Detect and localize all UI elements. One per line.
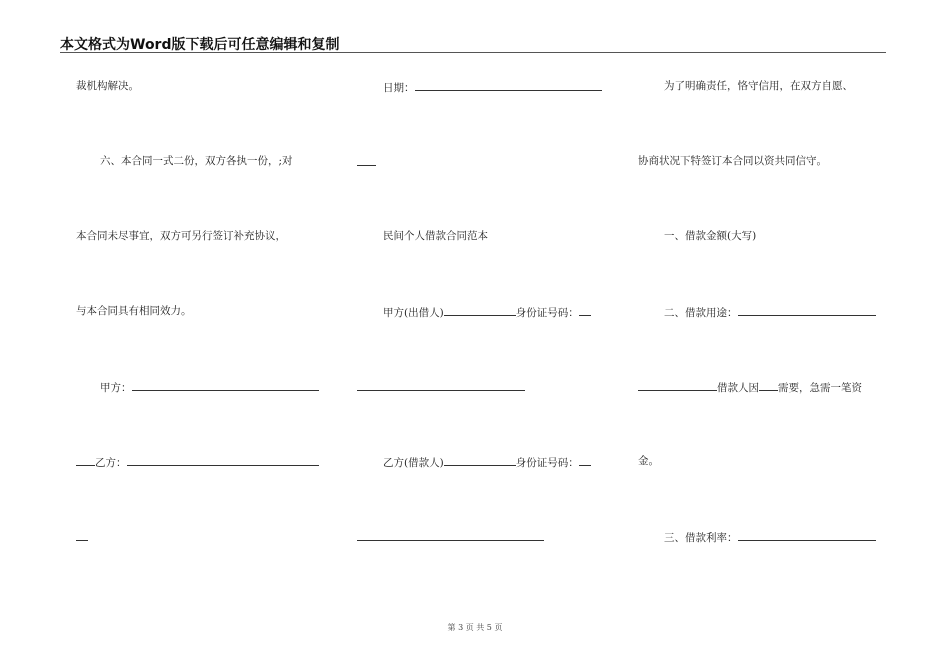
lender-id-continuation-blank	[357, 379, 525, 391]
lender-name-blank	[444, 304, 516, 316]
left-line-2: 六、本合同一式二份，双方各执一份，;对	[100, 155, 293, 167]
middle-line-5	[357, 379, 609, 395]
middle-line-6	[357, 454, 635, 470]
borrower-id-continuation-blank	[357, 529, 544, 541]
party-b-leading-blank	[76, 454, 95, 466]
contract-title: 民间个人借款合同范本	[383, 230, 488, 242]
right-column	[638, 0, 888, 672]
middle-column	[357, 0, 609, 672]
right-line-1: 为了明确责任，恪守信用，在双方自愿、	[664, 80, 853, 92]
right-line-7	[638, 529, 914, 545]
middle-line-2	[357, 154, 609, 170]
lender-id-blank	[579, 304, 591, 316]
left-line-4: 与本合同具有相同效力。	[76, 305, 192, 317]
lender-id-label: 身份证号码：	[515, 307, 579, 319]
loan-purpose-label: 二、借款用途：	[664, 307, 738, 319]
date-continuation-blank	[357, 154, 376, 166]
date-label: 日期：	[383, 82, 415, 94]
left-line-3: 本合同未尽事宜，双方可另行签订补充协议，	[76, 230, 286, 242]
middle-line-7	[357, 529, 609, 545]
borrower-label: 乙方(借款人)	[383, 457, 444, 469]
page-number: 第 3 页 共 5 页	[447, 623, 503, 632]
interest-rate-blank	[738, 529, 876, 541]
borrower-id-label: 身份证号码：	[515, 457, 579, 469]
left-column	[76, 0, 326, 672]
right-line-5	[638, 379, 888, 395]
party-a-label: 甲方：	[100, 382, 132, 394]
left-line-7	[76, 529, 326, 545]
party-b-label: 乙方：	[95, 457, 127, 469]
left-line-5	[76, 379, 350, 395]
party-b-blank	[127, 454, 319, 466]
left-line-1: 裁机构解决。	[76, 80, 139, 92]
date-blank	[415, 79, 602, 91]
middle-line-4	[357, 304, 635, 320]
reason-blank	[759, 379, 778, 391]
borrower-name-blank	[444, 454, 516, 466]
loan-purpose-blank	[738, 304, 876, 316]
loan-amount-clause: 一、借款金额(大写)	[664, 230, 757, 242]
document-header-title: 本文格式为Word版下载后可任意编辑和复制	[60, 37, 340, 53]
borrower-id-blank	[579, 454, 591, 466]
middle-line-1	[357, 79, 635, 95]
right-line-4	[638, 304, 914, 320]
borrower-reason-text: 借款人因	[717, 382, 759, 394]
left-line-6	[76, 454, 326, 470]
trailing-blank	[76, 529, 88, 541]
right-line-6: 金。	[638, 455, 659, 467]
lender-label: 甲方(出借人)	[383, 307, 444, 319]
interest-rate-label: 三、借款利率：	[664, 532, 738, 544]
right-line-2: 协商状况下特签订本合同以资共同信守。	[638, 155, 827, 167]
party-a-blank	[132, 379, 319, 391]
purpose-continuation-blank	[638, 379, 717, 391]
urgent-need-text: 需要，急需一笔资	[778, 382, 862, 394]
